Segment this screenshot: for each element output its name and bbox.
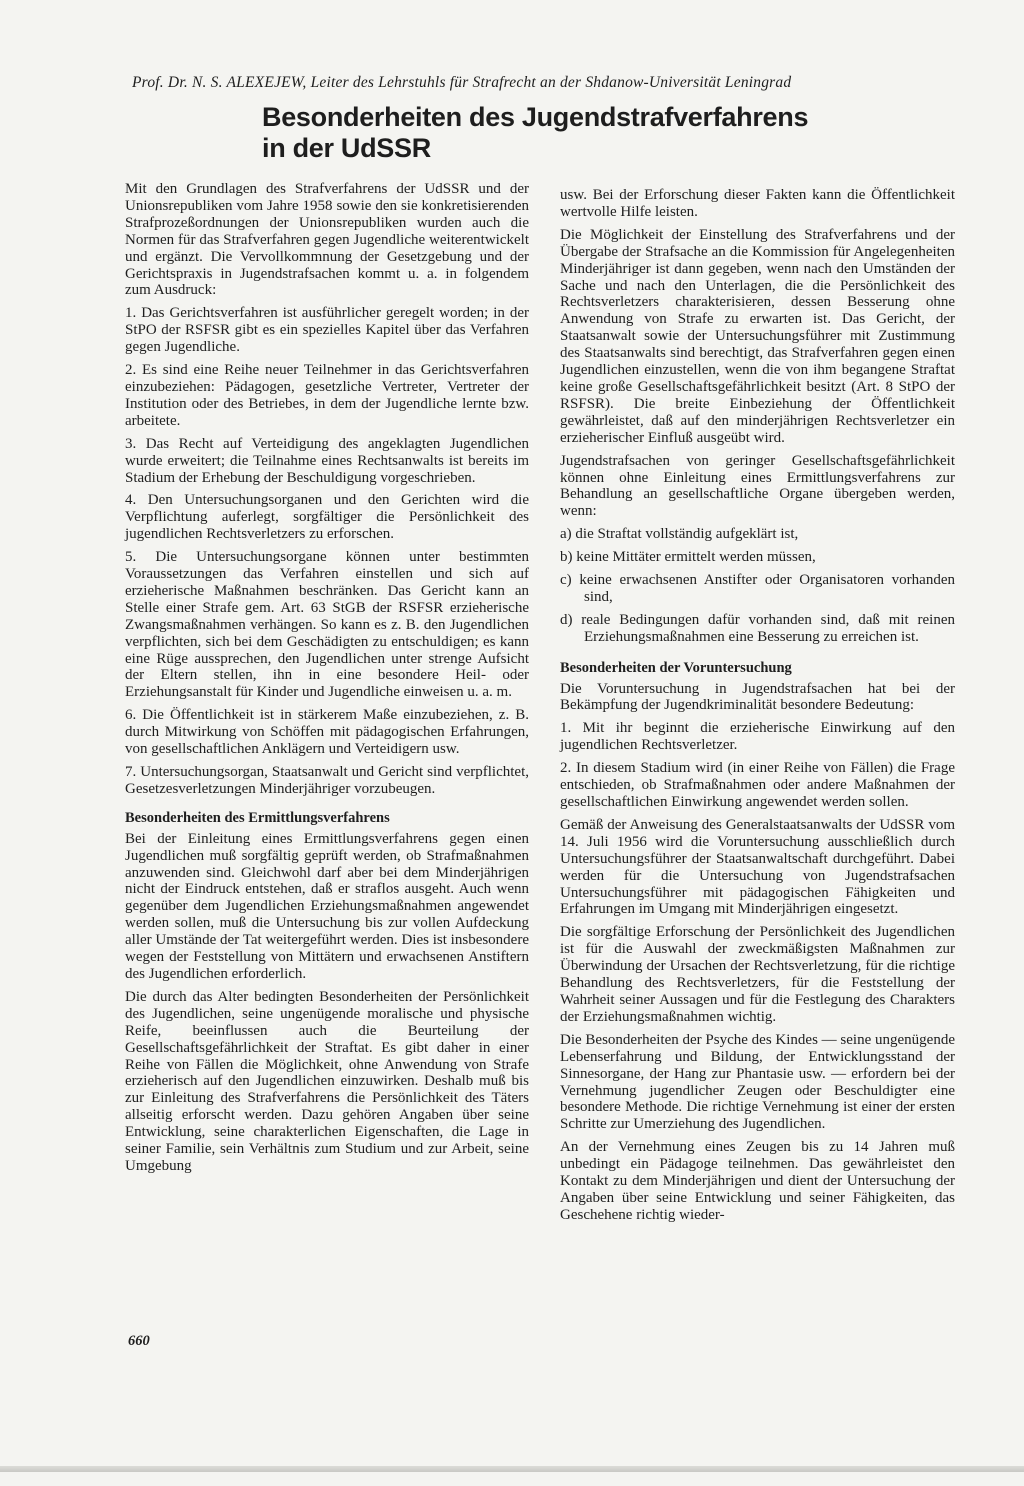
point-6: 6. Die Öffentlichkeit ist in stärkerem Maße einzubeziehen, z. B. durch Mitwirkung von Schöffen mit pädagogischen Erfahrungen, von gesellschaftlichen Anklägern und Verteidigern usw. bbox=[125, 707, 529, 758]
right-paragraph-6: An der Vernehmung eines Zeugen bis zu 14 Jahren muß unbedingt ein Pädagoge teilnehmen. Das gewährleistet den Kontakt zu dem Minderjährigen und dient der Untersuchung der Angaben über seine Entwicklung und seiner Fähigkeiten, das Geschehene richtig wieder- bbox=[560, 1139, 955, 1223]
point-3: 3. Das Recht auf Verteidigung des angeklagten Jugendlichen wurde erweitert; die Teilnahme eines Rechtsanwalts ist bereits im Stadium der Erhebung der Beschuldigung vorgeschrieben. bbox=[125, 435, 529, 486]
right-paragraph-2: Jugendstrafsachen von geringer Gesellschaftsgefährlichkeit können ohne Einleitung eines Ermittlungsverfahrens zur Behandlung an gesellschaftliche Organe übergeben werden, wenn: bbox=[560, 452, 955, 520]
point-7: 7. Untersuchungsorgan, Staatsanwalt und Gericht sind verpflichtet, Gesetzesverletzungen Minderjähriger vorzubeugen. bbox=[125, 764, 529, 797]
title-line-1: Besonderheiten des Jugendstrafverfahrens bbox=[262, 102, 809, 132]
scan-bottom-edge bbox=[0, 1466, 1024, 1472]
right-paragraph-1: Die Möglichkeit der Einstellung des Strafverfahrens und der Übergabe der Strafsache an die Kommission für Angelegenheiten Minderjähriger ist dann gegeben, wenn nach den Umständen der Sache und nach den Unterlagen, die die Persönlichkeit des Rechtsverletzers charakterisieren, dessen Besserung ohne Anwendung von Strafe zu erwarten ist. Das Gericht, der Staatsanwalt sowie der Untersuchungsführer mit Zustimmung des Staatsanwalts sind berechtigt, das Strafverfahren gegen einen Jugendlichen einzustellen, wenn die von ihm begangene Straftat keine große Gesellschaftsgefährlichkeit besitzt (Art. 8 StPO der RSFSR). Die breite Einbeziehung der Öffentlichkeit gewährleistet, daß auf den minderjährigen Rechtsverletzer ein erzieherischer Einfluß ausgeübt wird. bbox=[560, 226, 955, 446]
section-heading-voruntersuchung: Besonderheiten der Voruntersuchung bbox=[560, 659, 792, 676]
left-column bbox=[125, 181, 529, 1181]
author-line: Prof. Dr. N. S. ALEXEJEW, Leiter des Lehrstuhls für Strafrecht an der Shdanow-Universität Leningrad bbox=[132, 74, 792, 91]
page-number: 660 bbox=[128, 1333, 150, 1349]
continuation-paragraph: usw. Bei der Erforschung dieser Fakten kann die Öffentlichkeit wertvolle Hilfe leisten. bbox=[560, 187, 955, 220]
point-1: 1. Das Gerichtsverfahren ist ausführlicher geregelt worden; in der StPO der RSFSR gibt es ein spezielles Kapitel über das Verfahren gegen Jugendliche. bbox=[125, 305, 529, 356]
condition-d: d) reale Bedingungen dafür vorhanden sind, daß mit reinen Erziehungsmaßnahmen eine Besserung zu erreichen ist. bbox=[560, 611, 955, 645]
point-5: 5. Die Untersuchungsorgane können unter bestimmten Voraussetzungen das Verfahren einstellen und sich auf erzieherische Maßnahmen beschränken. Das Gericht kann an Stelle einer Strafe gem. Art. 63 StGB der RSFSR erzieherische Zwangsmaßnahmen verhängen. So kann es z. B. den Jugendlichen verpflichten, sich bei dem Geschädigten zu entschuldigen; es kann eine Rüge aussprechen, den Jugendlichen unter strenge Aufsicht der Eltern stellen, ihn in eine besondere Heil- oder Erziehungsanstalt für Kinder und Jugendliche einweisen u. a. m. bbox=[125, 549, 529, 701]
title-line-2: in der UdSSR bbox=[262, 133, 431, 163]
section-heading-ermittlungsverfahren: Besonderheiten des Ermittlungsverfahrens bbox=[125, 809, 390, 826]
right-column bbox=[560, 187, 955, 1230]
condition-b: b) keine Mittäter ermittelt werden müssen, bbox=[560, 549, 816, 566]
section2-paragraph-1: Die Voruntersuchung in Jugendstrafsachen hat bei der Bekämpfung der Jugendkriminalität besondere Bedeutung: bbox=[560, 680, 955, 714]
article-title bbox=[262, 102, 862, 164]
point-4: 4. Den Untersuchungsorganen und den Gerichten wird die Verpflichtung auferlegt, sorgfältiger die Persönlichkeit des jugendlichen Rechtsverletzers zu erforschen. bbox=[125, 492, 529, 543]
right-paragraph-5: Die Besonderheiten der Psyche des Kindes — seine ungenügende Lebenserfahrung und Bildung, der Entwicklungsstand der Sinnesorgane, der Hang zur Phantasie usw. — erfordern bei der Vernehmung jugendlicher Zeugen oder Beschuldigter eine besondere Methode. Die richtige Vernehmung ist einer der ersten Schritte zur Umerziehung des Jugendlichen. bbox=[560, 1031, 955, 1133]
right-paragraph-4: Die sorgfältige Erforschung der Persönlichkeit des Jugendlichen ist für die Auswahl der zweckmäßigsten Maßnahmen zur Überwindung der Ursachen der Rechtsverletzung, für die richtige Behandlung des Rechtsverletzers, für die Feststellung der Wahrheit seiner Aussagen und für die Festlegung des Charakters der Erziehungsmaßnahmen wichtig. bbox=[560, 924, 955, 1025]
section2-point-1: 1. Mit ihr beginnt die erzieherische Einwirkung auf den jugendlichen Rechtsverletzer. bbox=[560, 720, 955, 754]
right-paragraph-3: Gemäß der Anweisung des Generalstaatsanwalts der UdSSR vom 14. Juli 1956 wird die Voruntersuchung ausschließlich durch Untersuchungsführer der Staatsanwaltschaft durchgeführt. Dabei werden für die Untersuchung von Jugendstrafsachen Untersuchungsführer mit pädagogischen Fähigkeiten und Erfahrungen im Umgang mit Minderjährigen eingesetzt. bbox=[560, 816, 955, 918]
condition-c: c) keine erwachsenen Anstifter oder Organisatoren vorhanden sind, bbox=[560, 572, 955, 605]
section1-paragraph-2: Die durch das Alter bedingten Besonderheiten der Persönlichkeit des Jugendlichen, seine ungenügende moralische und physische Reife, beeinflussen auch die Beurteilung der Gesellschaftsgefährlichkeit der Straftat. Es gibt daher in einer Reihe von Fällen die Möglichkeit, ohne Anwendung von Strafe erzieherisch auf den Jugendlichen einzuwirken. Deshalb muß bis zur Einleitung des Strafverfahrens die Persönlichkeit des Täters allseitig erforscht werden. Dazu gehören Angaben über seine Entwicklung, seine charakterlichen Eigenschaften, die Lage in seiner Familie, sein Verhältnis zum Studium und zur Arbeit, seine Umgebung bbox=[125, 988, 529, 1174]
point-2: 2. Es sind eine Reihe neuer Teilnehmer in das Gerichtsverfahren einzubeziehen: Pädagogen, gesetzliche Vertreter, Vertreter der Institution oder des Betriebes, in dem der Jugendliche lernte bzw. arbeitete. bbox=[125, 362, 529, 429]
section1-paragraph-1: Bei der Einleitung eines Ermittlungsverfahrens gegen einen Jugendlichen muß sorgfältig geprüft werden, ob Strafmaßnahmen anzuwenden sind. Gleichwohl darf aber bei dem Minderjährigen nicht der Eindruck entstehen, daß er straflos ausgeht. Auch wenn gegenüber dem Jugendlichen Erziehungsmaßnahmen angewendet werden sollen, muß die Untersuchung bis zur vollen Aufdeckung aller Umstände der Tat weitergeführt werden. Dies ist insbesondere wegen der Feststellung von Mittätern und erwachsenen Anstiftern des Jugendlichen erforderlich. bbox=[125, 830, 529, 982]
section2-point-2: 2. In diesem Stadium wird (in einer Reihe von Fällen) die Frage entschieden, ob Strafmaßnahmen oder andere Maßnahmen der gesellschaftlichen Einwirkung angewendet werden sollen. bbox=[560, 760, 955, 810]
intro-paragraph: Mit den Grundlagen des Strafverfahrens der UdSSR und der Unionsrepubliken vom Jahre 1958 sowie den sie konkretisierenden Strafprozeßordnungen der Unionsrepubliken wurden auch die Normen für das Strafverfahren gegen Jugendliche weiterentwickelt und ergänzt. Die Vervollkommnung der Gesetzgebung und der Gerichtspraxis in Jugendstrafsachen kommt u. a. in folgendem zum Ausdruck: bbox=[125, 181, 529, 299]
condition-a: a) die Straftat vollständig aufgeklärt ist, bbox=[560, 526, 799, 543]
